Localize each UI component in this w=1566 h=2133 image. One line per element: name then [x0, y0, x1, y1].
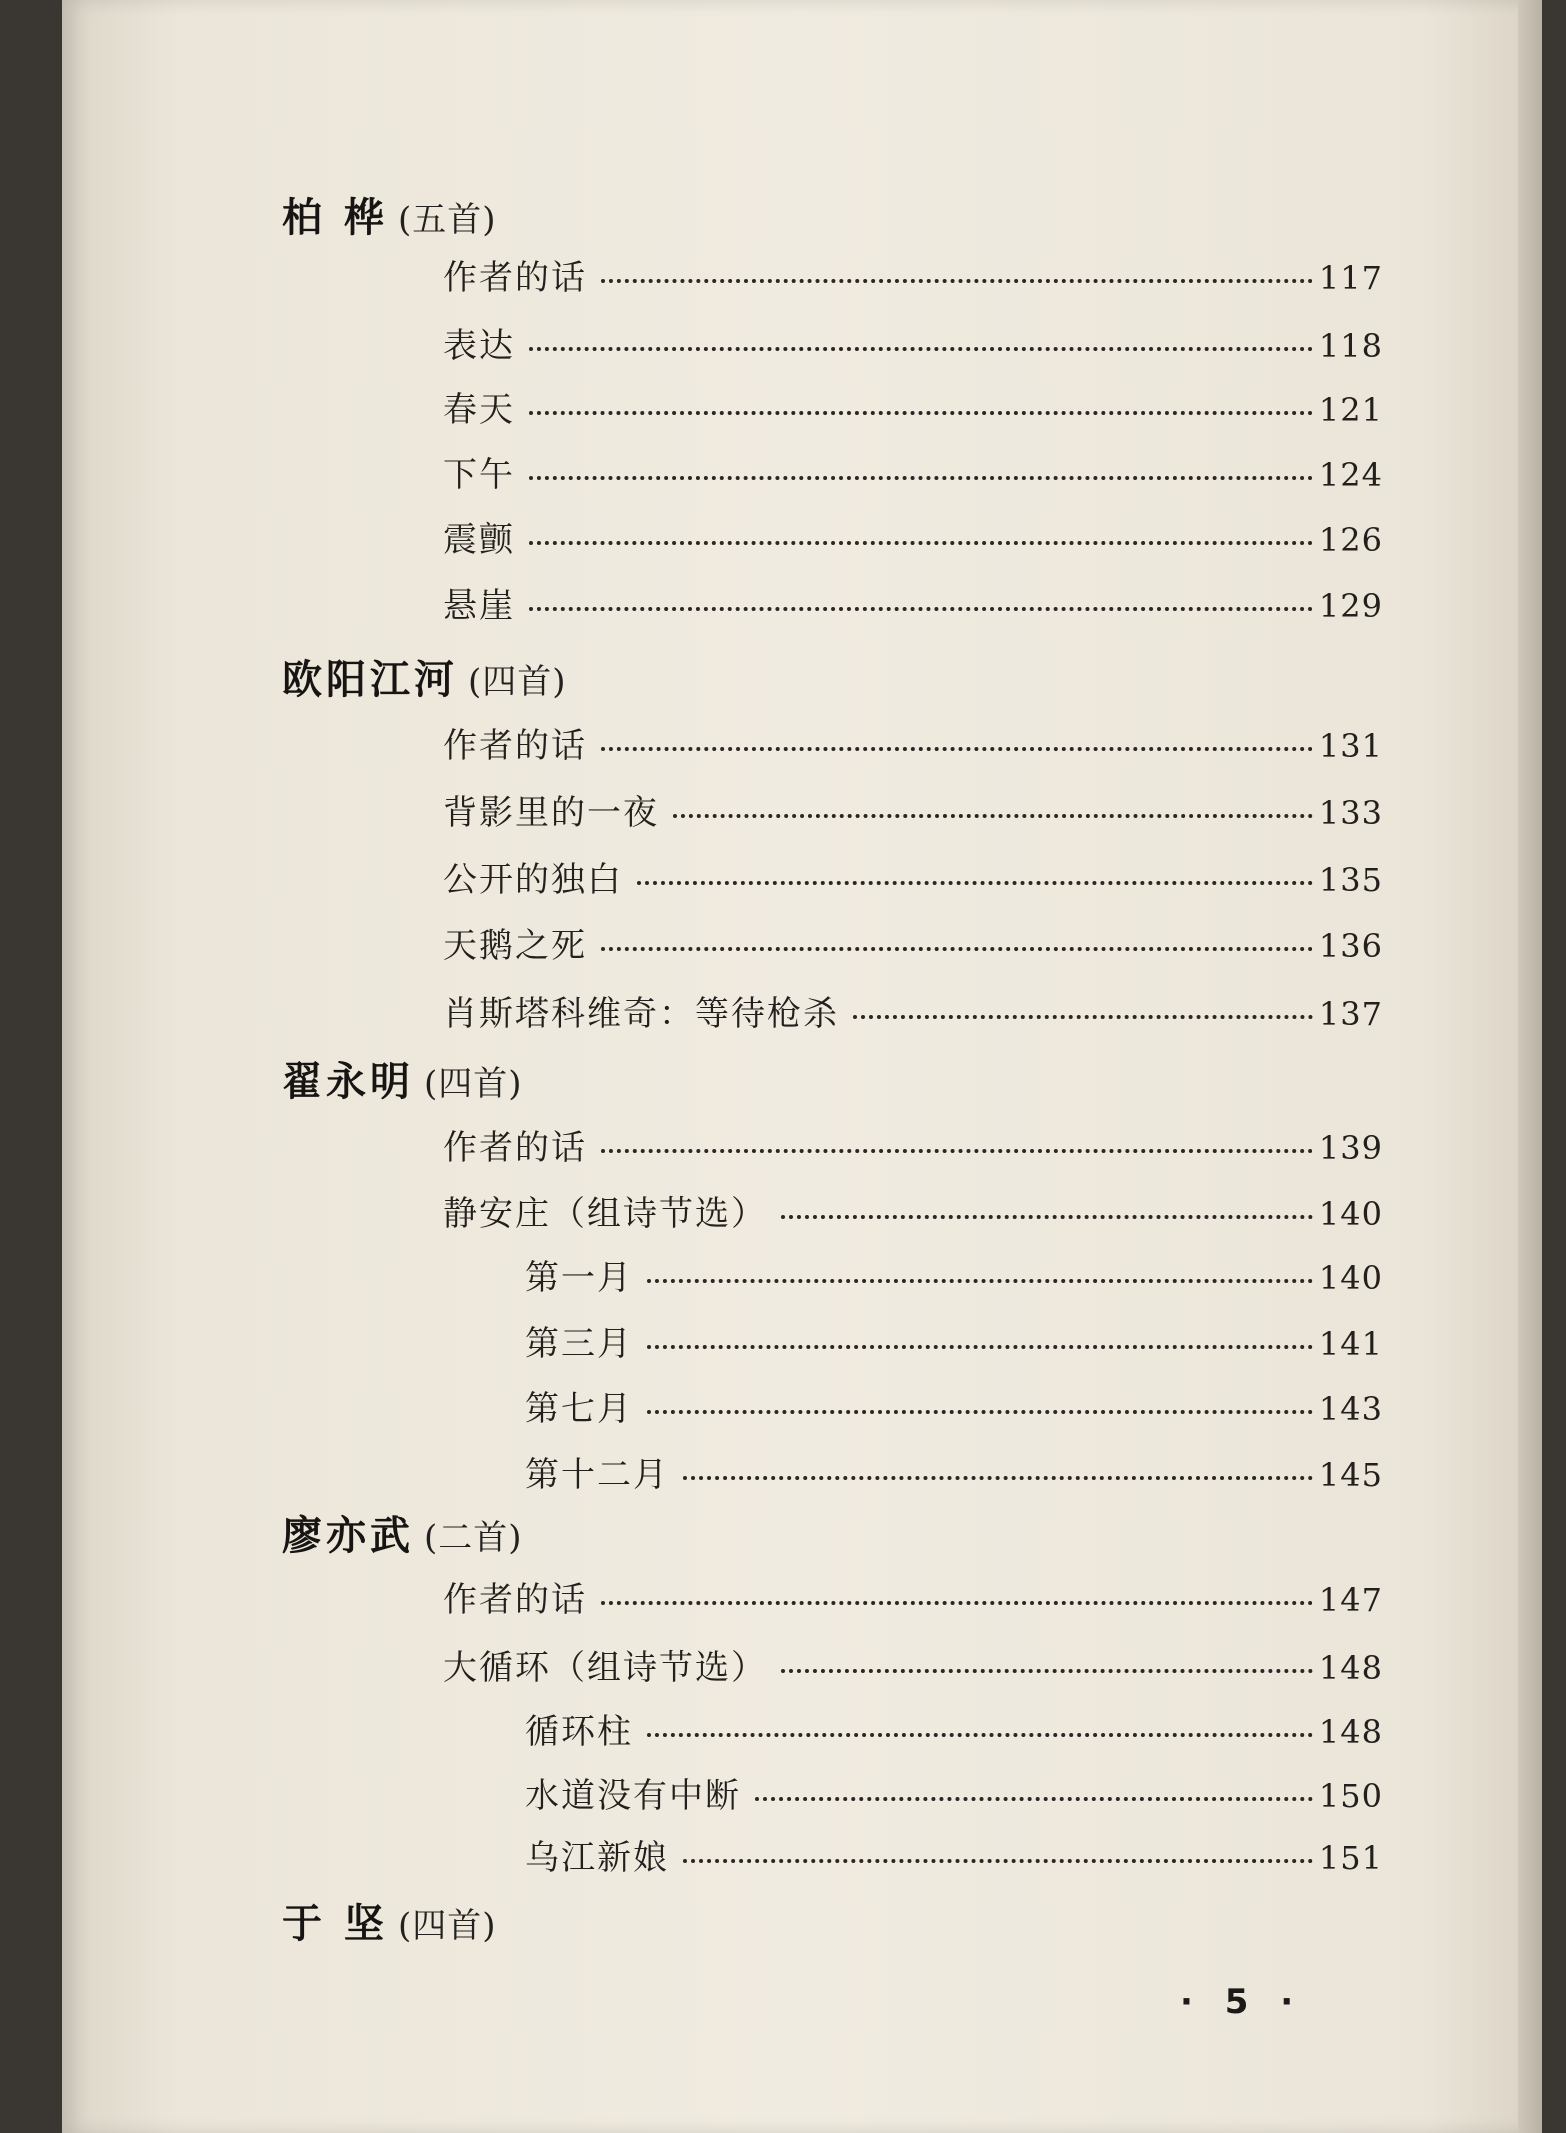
toc-entry	[443, 1186, 1383, 1234]
toc-entry	[443, 986, 1383, 1034]
entry-title: 作者的话	[443, 1128, 587, 1168]
entry-page: 150	[1318, 1777, 1383, 1815]
entry-page: 131	[1318, 727, 1383, 765]
entry-page: 151	[1318, 1839, 1383, 1877]
dot-leader	[647, 1345, 1313, 1349]
dot-leader	[781, 1669, 1313, 1673]
toc-entry	[443, 318, 1383, 366]
entry-title: 天鹅之死	[443, 926, 587, 966]
poem-count: (四首)	[468, 662, 567, 702]
entry-page: 136	[1318, 927, 1383, 965]
poem-count: (四首)	[424, 1064, 523, 1104]
entry-page: 121	[1318, 391, 1383, 429]
entry-title: 背影里的一夜	[443, 793, 659, 833]
dot-leader	[647, 1410, 1313, 1414]
entry-page: 126	[1318, 521, 1383, 559]
toc-entry	[443, 1120, 1383, 1168]
toc-entry	[443, 718, 1383, 766]
toc-subentry	[525, 1250, 1383, 1298]
entry-title: 循环柱	[525, 1712, 633, 1752]
entry-page: 118	[1318, 327, 1383, 365]
entry-title: 静安庄（组诗节选）	[443, 1194, 767, 1234]
entry-title: 表达	[443, 326, 515, 366]
dot-leader	[673, 814, 1313, 818]
dot-leader	[781, 1215, 1313, 1219]
dot-leader	[683, 1476, 1313, 1480]
entry-title: 肖斯塔科维奇：等待枪杀	[443, 994, 839, 1034]
dot-leader	[529, 411, 1313, 415]
dot-leader	[529, 541, 1313, 545]
dot-leader	[529, 347, 1313, 351]
toc-subentry	[525, 1830, 1383, 1878]
entry-page: 145	[1318, 1456, 1383, 1494]
entry-title: 第十二月	[525, 1455, 669, 1495]
entry-page: 141	[1318, 1325, 1383, 1363]
author-name: 欧阳江河	[282, 657, 458, 703]
dot-leader	[601, 1149, 1313, 1153]
toc-entry	[443, 1640, 1383, 1688]
toc-subentry	[525, 1381, 1383, 1429]
toc-subentry	[525, 1768, 1383, 1816]
entry-title: 作者的话	[443, 726, 587, 766]
toc-entry	[443, 250, 1383, 298]
author-name: 廖亦武	[282, 1513, 414, 1559]
entry-page: 148	[1318, 1649, 1383, 1687]
entry-title: 作者的话	[443, 1580, 587, 1620]
toc-entry	[443, 512, 1383, 560]
toc-entry	[443, 918, 1383, 966]
entry-title: 乌江新娘	[525, 1838, 669, 1878]
dot-leader	[601, 279, 1313, 283]
entry-title: 作者的话	[443, 258, 587, 298]
dot-leader	[601, 747, 1313, 751]
entry-page: 147	[1318, 1581, 1383, 1619]
entry-title: 下午	[443, 455, 515, 495]
entry-page: 124	[1318, 456, 1383, 494]
page-number: · 5 ·	[1180, 1982, 1304, 2022]
entry-page: 135	[1318, 861, 1383, 899]
entry-page: 137	[1318, 995, 1383, 1033]
poem-count: (四首)	[397, 1906, 497, 1946]
toc-subentry	[525, 1704, 1383, 1752]
author-heading	[282, 1892, 496, 1949]
dot-leader	[637, 881, 1313, 885]
author-name: 翟永明	[282, 1059, 414, 1105]
entry-title: 第三月	[525, 1324, 633, 1364]
dot-leader	[683, 1859, 1313, 1863]
dot-leader	[601, 947, 1313, 951]
author-name: 柏 桦	[282, 195, 388, 241]
toc-entry	[443, 382, 1383, 430]
entry-page: 143	[1318, 1390, 1383, 1428]
author-heading	[282, 186, 496, 243]
dot-leader	[755, 1797, 1313, 1801]
dot-leader	[647, 1279, 1313, 1283]
dot-leader	[853, 1015, 1313, 1019]
dot-leader	[647, 1733, 1313, 1737]
poem-count: (五首)	[397, 200, 497, 240]
entry-title: 第七月	[525, 1389, 633, 1429]
entry-title: 悬崖	[443, 586, 515, 626]
toc-entry	[443, 852, 1383, 900]
author-heading	[282, 648, 567, 705]
entry-page: 140	[1318, 1195, 1383, 1233]
poem-count: (二首)	[424, 1518, 523, 1558]
entry-title: 公开的独白	[443, 860, 623, 900]
toc-entry	[443, 1572, 1383, 1620]
entry-title: 水道没有中断	[525, 1776, 741, 1816]
author-heading	[282, 1504, 523, 1561]
author-heading	[282, 1050, 523, 1107]
dot-leader	[529, 476, 1313, 480]
toc-entry	[443, 578, 1383, 626]
entry-title: 春天	[443, 390, 515, 430]
entry-page: 117	[1318, 259, 1383, 297]
toc-entry	[443, 447, 1383, 495]
entry-title: 震颤	[443, 520, 515, 560]
entry-page: 148	[1318, 1713, 1383, 1751]
entry-title: 大循环（组诗节选）	[443, 1648, 767, 1688]
entry-page: 129	[1318, 587, 1383, 625]
entry-page: 133	[1318, 794, 1383, 832]
entry-page: 140	[1318, 1259, 1383, 1297]
toc-subentry	[525, 1316, 1383, 1364]
toc-subentry	[525, 1447, 1383, 1495]
entry-title: 第一月	[525, 1258, 633, 1298]
dot-leader	[601, 1601, 1313, 1605]
dot-leader	[529, 607, 1313, 611]
entry-page: 139	[1318, 1129, 1383, 1167]
toc-entry	[443, 785, 1383, 833]
author-name: 于 坚	[282, 1901, 388, 1947]
